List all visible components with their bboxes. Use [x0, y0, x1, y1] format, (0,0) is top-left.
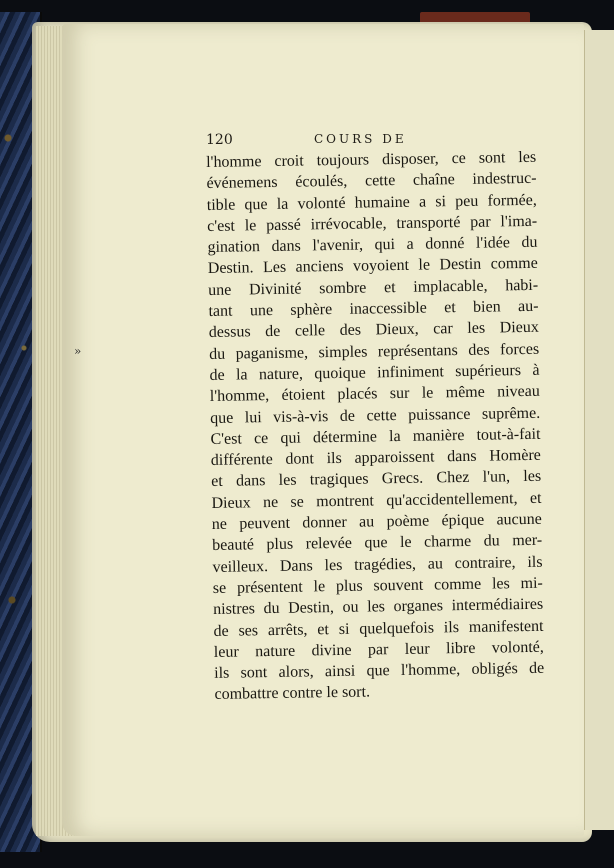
text-line: dessus de celle des Dieux, car les Dieux	[208, 319, 539, 342]
text-line: gination dans l'avenir, qui a donné l'idée du	[207, 233, 538, 257]
text-line: du paganisme, simples représentans des forces	[209, 340, 540, 363]
text-line: ils sont alors, ainsi que l'homme, obligés de	[214, 659, 545, 683]
text-line: événemens écoulés, cette chaîne indestruc-	[206, 170, 537, 193]
text-line: et dans les tragiques Grecs. Chez l'un, les	[211, 468, 542, 491]
text-line: l'homme croit toujours disposer, ce sont les	[206, 148, 537, 171]
text-line: de ses arrêts, et si quelquefois ils manifestent	[213, 617, 544, 640]
text-line: beauté plus relevée que le charme du mer-	[212, 532, 543, 555]
text-line: nistres du Destin, ou les organes intermédiaires	[213, 595, 544, 619]
page-header	[206, 132, 416, 150]
text-line: veilleux. Dans les tragédies, au contraire, ils	[212, 553, 543, 576]
facing-page-edge	[584, 30, 614, 830]
text-line: différente dont ils apparoissent dans Homère	[210, 446, 541, 470]
text-line: C'est ce qui détermine la manière tout-à-fait	[210, 425, 541, 448]
text-line: combattre contre le sort.	[214, 683, 371, 704]
text-line: Dieux ne se montrent qu'accidentellement, et	[211, 489, 542, 512]
text-line: tant une sphère inaccessible et bien au-	[208, 297, 539, 321]
text-line: tible que la volonté humaine a si peu formée,	[206, 191, 537, 214]
text-line: l'homme, étoient placés sur le même niveau	[209, 383, 540, 406]
text-line: se présentent le plus souvent comme les mi-	[212, 574, 543, 597]
margin-mark: »	[74, 344, 80, 358]
text-line: ne peuvent donner au poème épique aucune	[211, 510, 542, 533]
text-line: Destin. Les anciens voyoient le Destin comme	[207, 255, 538, 278]
text-line: leur nature divine par leur libre volonté,	[213, 638, 544, 661]
text-line: que lui vis-à-vis de cette puissance suprême.	[210, 404, 541, 427]
text-line: de la nature, quoique infiniment supérieurs à	[209, 361, 540, 384]
body-text	[206, 147, 545, 706]
text-line: une Divinité sombre et implacable, habi-	[208, 276, 539, 299]
text-line: c'est le passé irrévocable, transporté par l'ima-	[207, 212, 538, 235]
page-number: 120	[206, 132, 233, 148]
running-head: COURS DE	[314, 132, 407, 146]
